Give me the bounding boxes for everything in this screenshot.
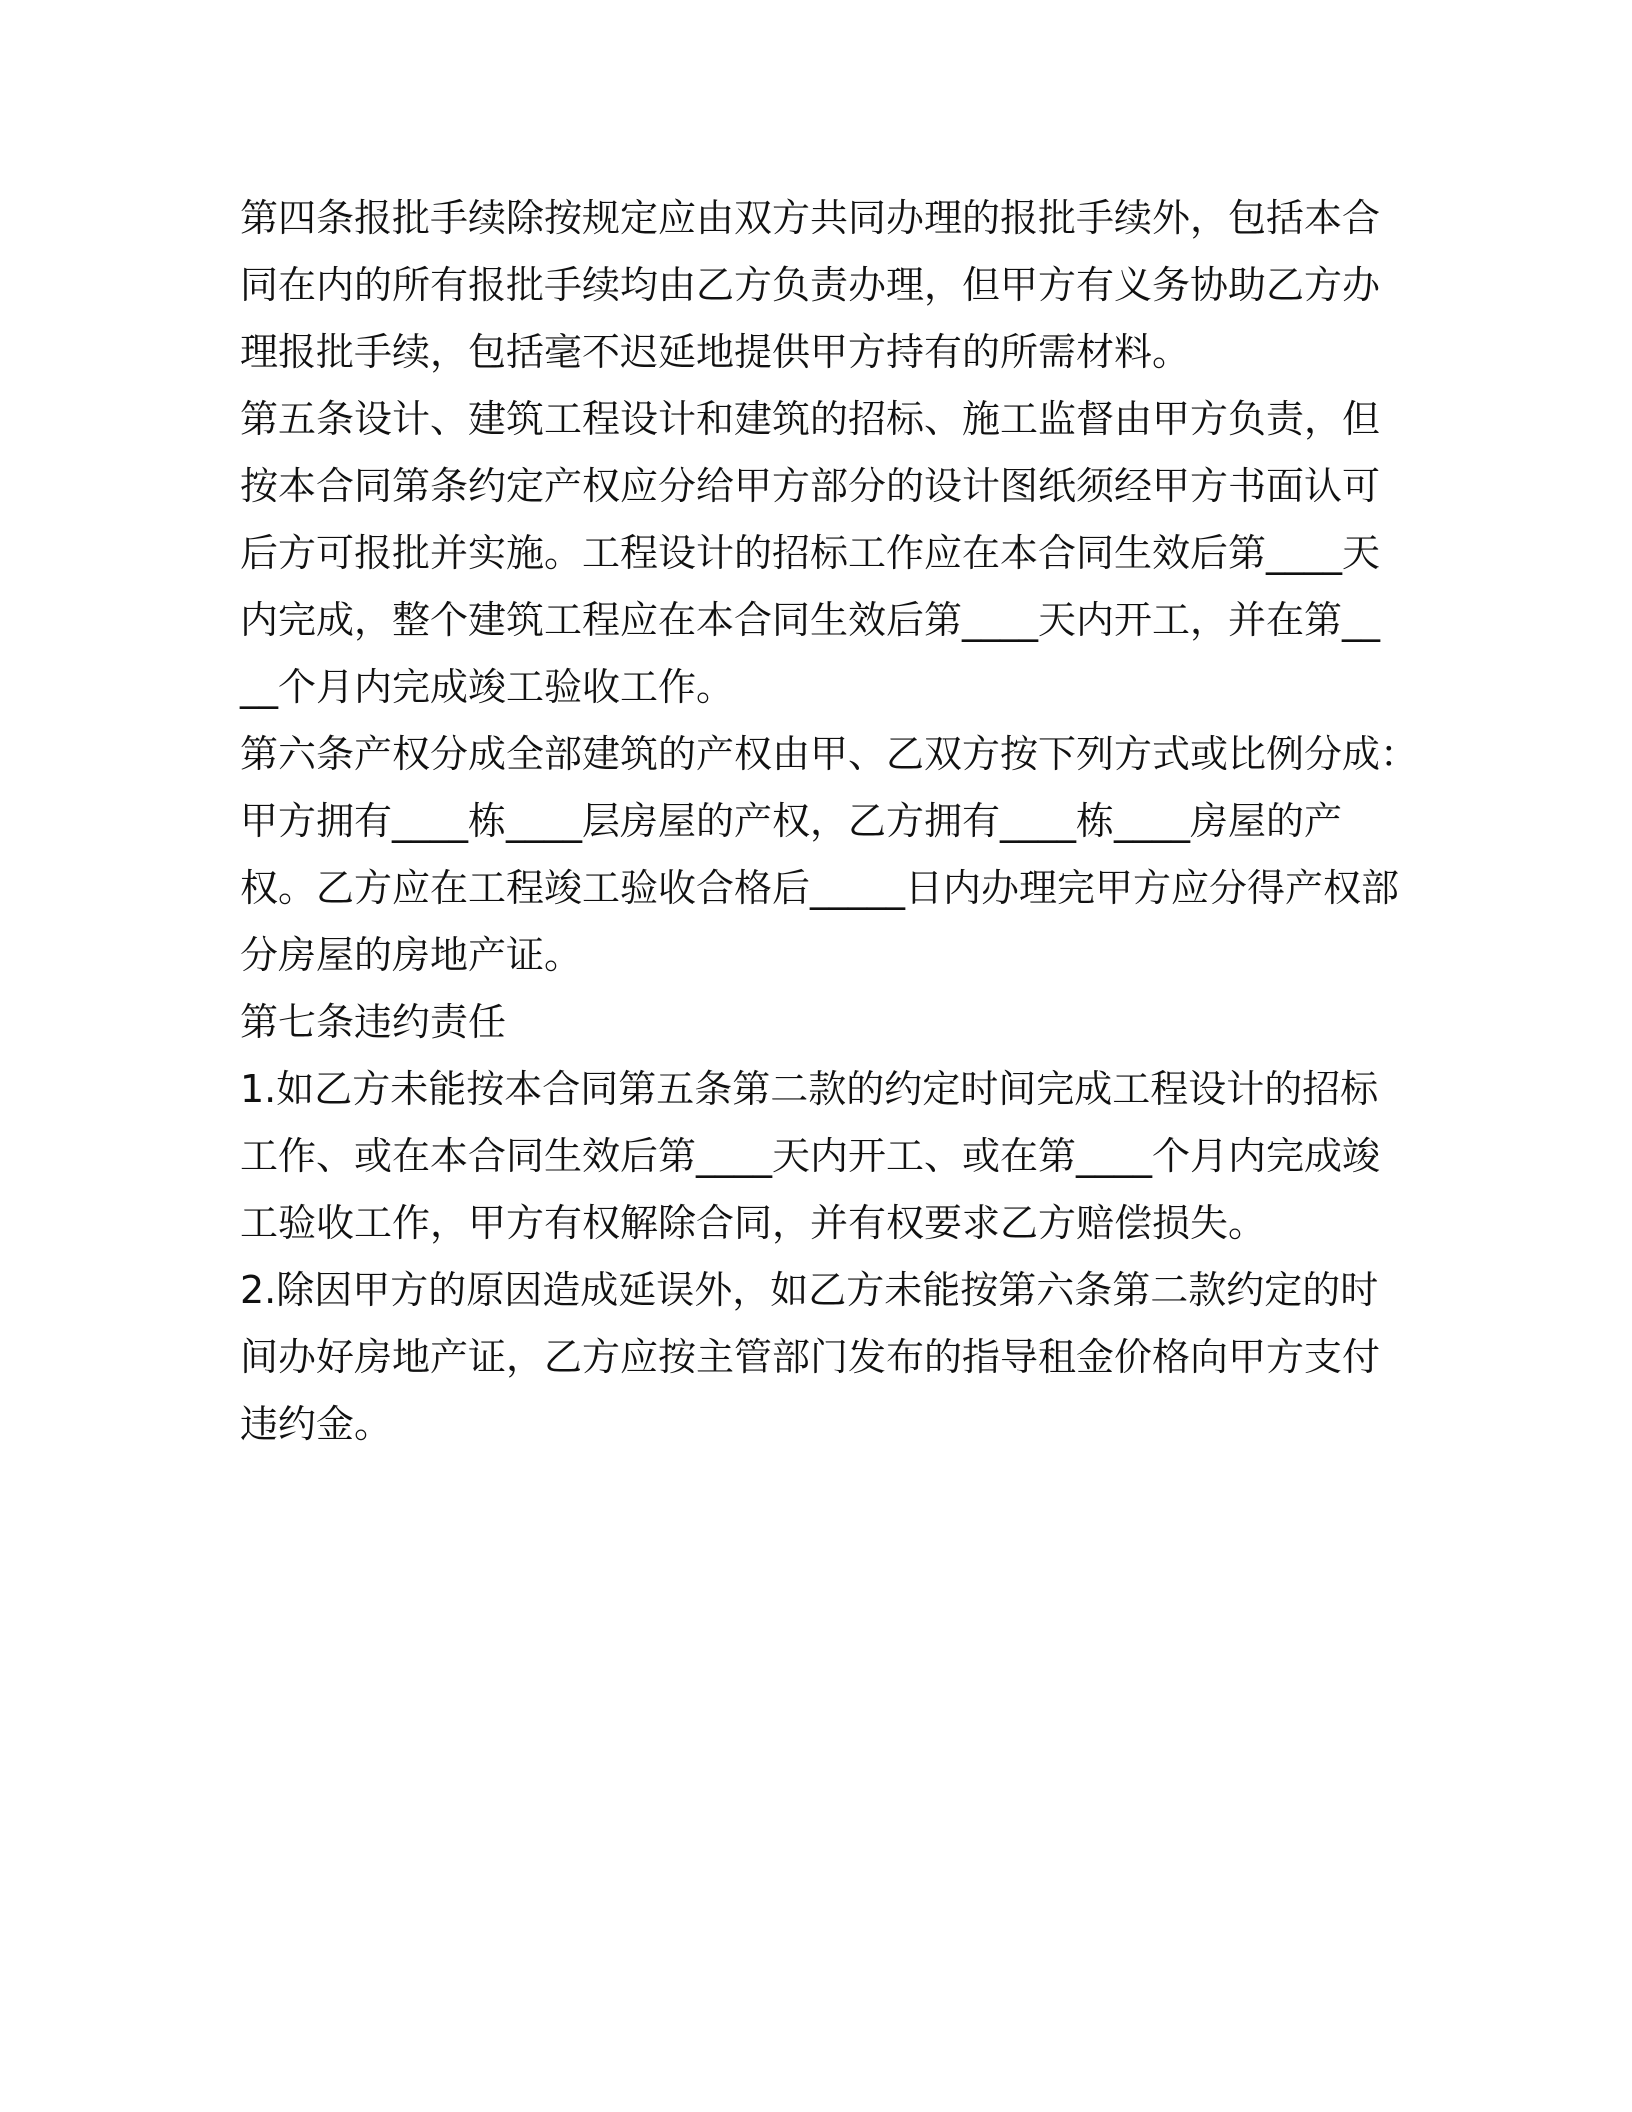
- text-line: 第六条产权分成全部建筑的产权由甲、乙双方按下列方式或比例分成：: [240, 732, 1419, 776]
- text-line: 理报批手续，包括毫不迟延地提供甲方持有的所需材料。: [240, 330, 1191, 374]
- document-body: [240, 185, 1419, 1458]
- text-line: 按本合同第条约定产权应分给甲方部分的设计图纸须经甲方书面认可: [240, 464, 1381, 508]
- text-line: 内完成，整个建筑工程应在本合同生效后第____天内开工，并在第__: [240, 598, 1381, 642]
- text-line: 工验收工作，甲方有权解除合同，并有权要求乙方赔偿损失。: [240, 1201, 1267, 1245]
- text-line: 甲方拥有____栋____层房屋的产权，乙方拥有____栋____房屋的产: [240, 799, 1343, 843]
- text-line: 后方可报批并实施。工程设计的招标工作应在本合同生效后第____天: [240, 531, 1381, 575]
- text-line: 第五条设计、建筑工程设计和建筑的招标、施工监督由甲方负责，但: [240, 397, 1381, 441]
- text-line: 同在内的所有报批手续均由乙方负责办理，但甲方有义务协助乙方办: [240, 263, 1381, 307]
- text-line: 权。乙方应在工程竣工验收合格后_____日内办理完甲方应分得产权部: [240, 866, 1400, 910]
- text-line: 违约金。: [240, 1402, 393, 1446]
- text-line: 分房屋的房地产证。: [240, 933, 583, 977]
- text-line: 工作、或在本合同生效后第____天内开工、或在第____个月内完成竣: [240, 1134, 1381, 1178]
- text-line: 第四条报批手续除按规定应由双方共同办理的报批手续外，包括本合: [240, 196, 1381, 240]
- text-line: 第七条违约责任: [240, 1000, 507, 1044]
- text-line: 间办好房地产证，乙方应按主管部门发布的指导租金价格向甲方支付: [240, 1335, 1381, 1379]
- text-line: __个月内完成竣工验收工作。: [240, 665, 735, 709]
- text-line: 2.除因甲方的原因造成延误外，如乙方未能按第六条第二款约定的时: [240, 1268, 1379, 1312]
- text-line: 1.如乙方未能按本合同第五条第二款的约定时间完成工程设计的招标: [240, 1067, 1379, 1111]
